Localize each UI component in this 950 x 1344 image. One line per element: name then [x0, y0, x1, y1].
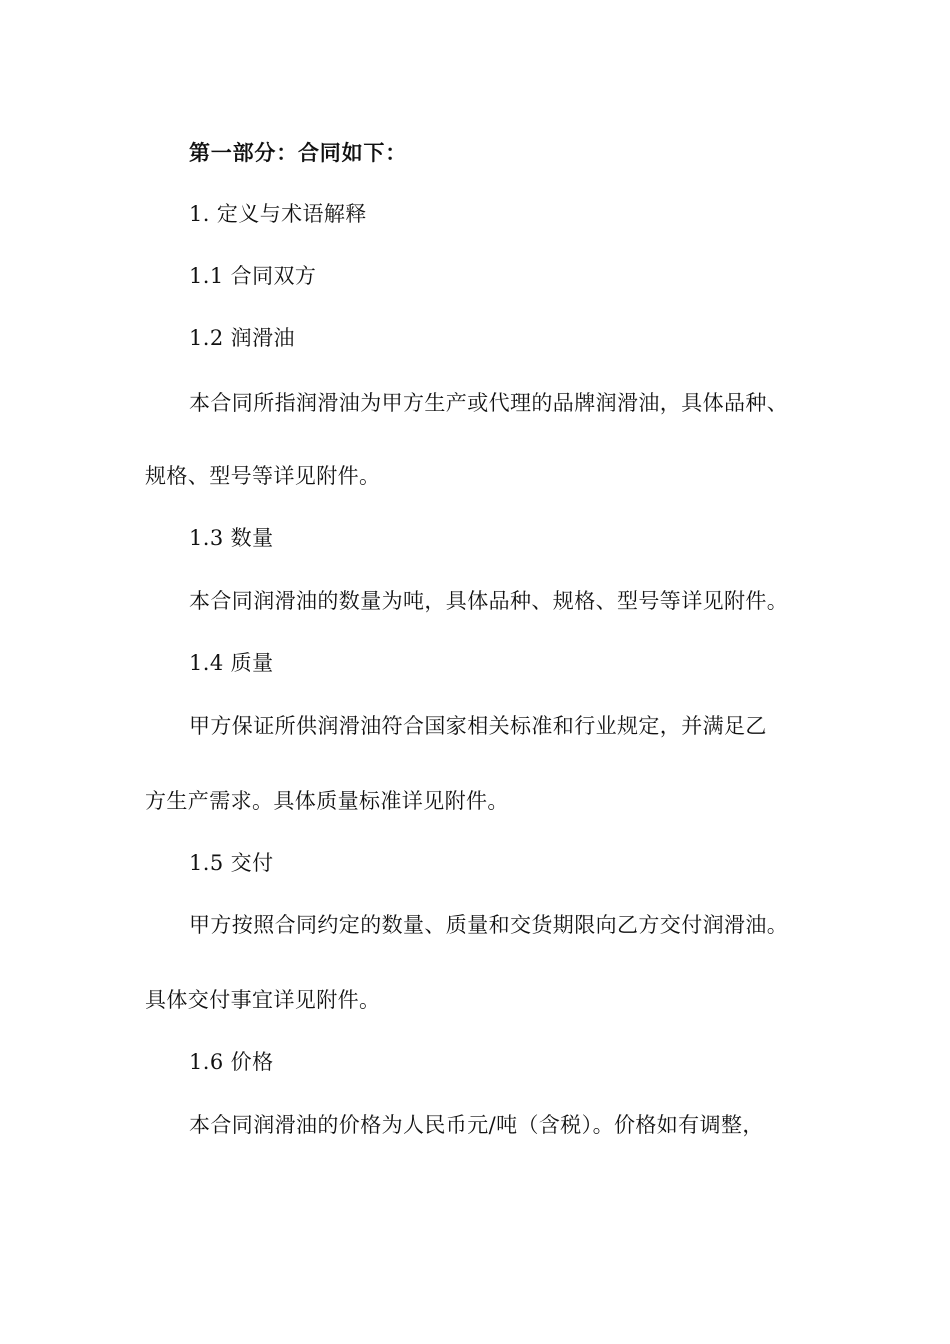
paragraph-line: 本合同润滑油的数量为吨，具体品种、规格、型号等详见附件。 — [189, 589, 789, 613]
clause-title-1-5: 1.5 交付 — [189, 851, 274, 875]
paragraph-line: 本合同润滑油的价格为人民币元/吨（含税）。价格如有调整， — [189, 1113, 764, 1137]
clause-title-1-2: 1.2 润滑油 — [189, 326, 295, 350]
clause-title-1-1: 1.1 合同双方 — [189, 264, 317, 288]
section-heading: 第一部分：合同如下： — [189, 140, 407, 165]
paragraph-line: 本合同所指润滑油为甲方生产或代理的品牌润滑油，具体品种、 — [189, 391, 789, 415]
paragraph-line: 甲方保证所供润滑油符合国家相关标准和行业规定，并满足乙 — [189, 714, 767, 738]
paragraph-line: 规格、型号等详见附件。 — [145, 464, 381, 488]
clause-title-1-6: 1.6 价格 — [189, 1050, 274, 1074]
paragraph-line: 甲方按照合同约定的数量、质量和交货期限向乙方交付润滑油。 — [189, 913, 789, 937]
paragraph-line: 具体交付事宜详见附件。 — [145, 988, 381, 1012]
clause-title-1: 1. 定义与术语解释 — [189, 202, 367, 226]
clause-title-1-3: 1.3 数量 — [189, 526, 274, 550]
clause-title-1-4: 1.4 质量 — [189, 651, 274, 675]
paragraph-line: 方生产需求。具体质量标准详见附件。 — [145, 789, 509, 813]
